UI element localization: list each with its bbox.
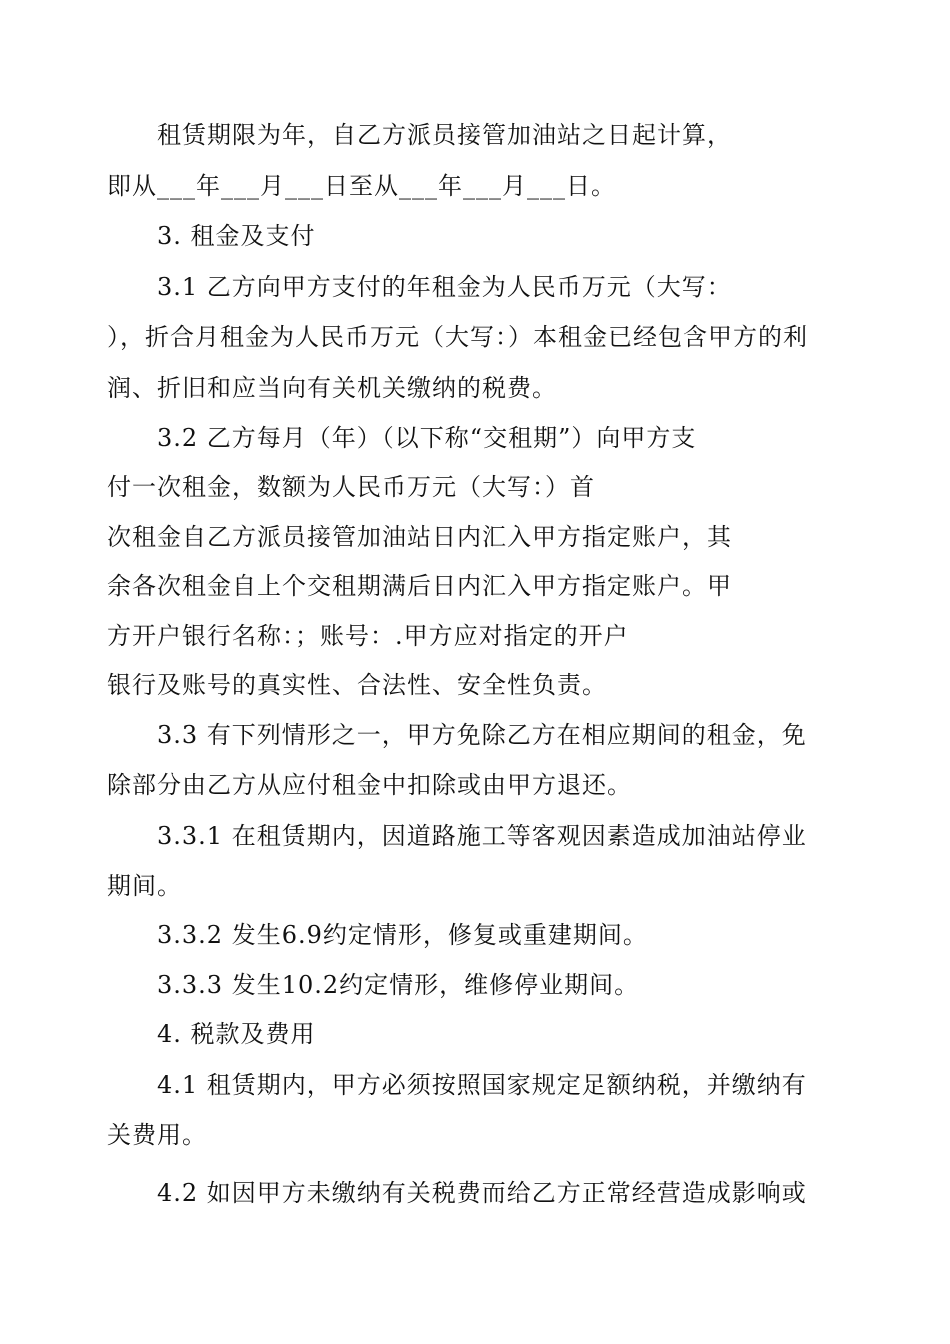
paragraph-line: 4.1 租赁期内，甲方必须按照国家规定足额纳税，并缴纳有 xyxy=(157,1071,807,1099)
paragraph-line: 3.2 乙方每月（年）（以下称“交租期”）向甲方支 xyxy=(157,424,697,452)
paragraph-line: 3.3.3 发生10.2约定情形，维修停业期间。 xyxy=(157,971,640,999)
section-heading: 4. 税款及费用 xyxy=(157,1020,316,1048)
paragraph-line: 3.3.2 发生6.9约定情形，修复或重建期间。 xyxy=(157,921,648,949)
paragraph-line: 付一次租金，数额为人民币万元（大写：）首 xyxy=(107,473,595,501)
paragraph-line: 润、折旧和应当向有关机关缴纳的税费。 xyxy=(107,374,557,402)
paragraph-line: 3.1 乙方向甲方支付的年租金为人民币万元（大写： xyxy=(157,273,732,301)
section-heading: 3. 租金及支付 xyxy=(157,222,316,250)
paragraph-line: 3.3 有下列情形之一，甲方免除乙方在相应期间的租金，免 xyxy=(157,721,807,749)
paragraph-line: 即从___年___月___日至从___年___月___日。 xyxy=(107,172,616,200)
paragraph-line: 关费用。 xyxy=(107,1121,207,1149)
paragraph-line: 租赁期限为年，自乙方派员接管加油站之日起计算， xyxy=(157,121,732,149)
paragraph-line: 方开户银行名称：；账号：.甲方应对指定的开户 xyxy=(107,622,629,650)
paragraph-line: 除部分由乙方从应付租金中扣除或由甲方退还。 xyxy=(107,771,632,799)
paragraph-line: ），折合月租金为人民币万元（大写：）本租金已经包含甲方的利 xyxy=(107,323,808,351)
paragraph-line: 期间。 xyxy=(107,872,182,900)
paragraph-line: 4.2 如因甲方未缴纳有关税费而给乙方正常经营造成影响或 xyxy=(157,1179,807,1207)
paragraph-line: 余各次租金自上个交租期满后日内汇入甲方指定账户。甲 xyxy=(107,572,732,600)
paragraph-line: 次租金自乙方派员接管加油站日内汇入甲方指定账户，其 xyxy=(107,523,732,551)
paragraph-line: 3.3.1 在租赁期内，因道路施工等客观因素造成加油站停业 xyxy=(157,822,807,850)
paragraph-line: 银行及账号的真实性、合法性、安全性负责。 xyxy=(107,671,607,699)
